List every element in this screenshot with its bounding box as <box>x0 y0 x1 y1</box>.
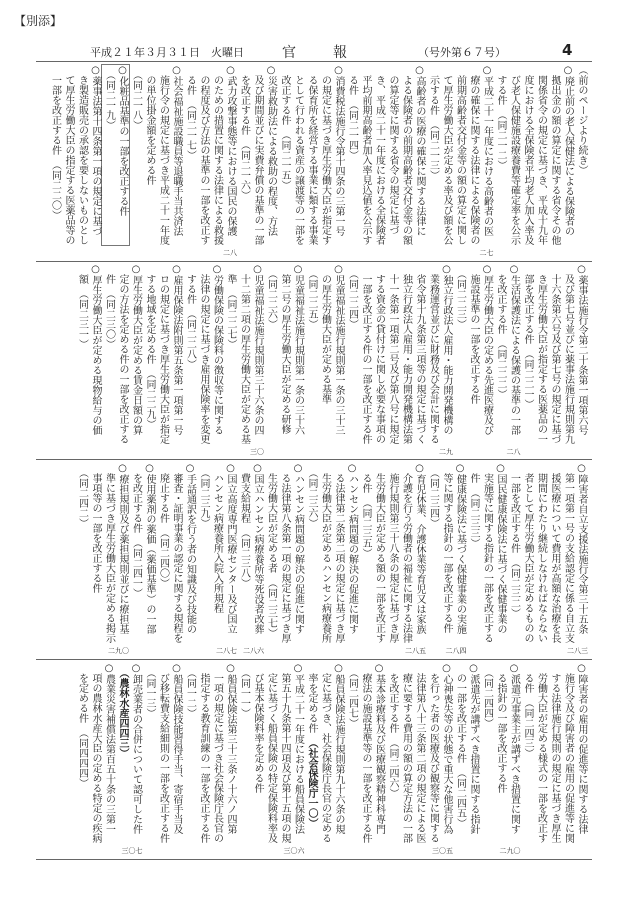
notice-item <box>143 663 184 843</box>
notice-number: （同二四三） <box>522 703 533 758</box>
issue-number: （号外第６７号） <box>418 46 506 59</box>
gazette-header <box>0 41 630 62</box>
page-marker: 三〇五 <box>432 847 453 855</box>
notice-number: （同二三四） <box>427 473 439 528</box>
attachment-label: 【別添】 <box>14 14 63 28</box>
notice-title: ○薬事法施行令第二十条第一項第六号及び第七号並びに薬事法施行規則第九十六条第六号及び第七号の規定に基づき厚生労働大臣が指定する医薬品の一部を改正する件 <box>522 264 587 444</box>
notice-item <box>102 264 143 444</box>
notice-item <box>75 663 116 843</box>
notice-item <box>156 463 197 643</box>
notice-number: （同二四一） <box>130 543 142 598</box>
notice-number: （同一一） <box>238 673 250 718</box>
notice-number: （同二四四） <box>481 673 493 728</box>
notice-title: ○雇用保険法附則第五条第一項第一号ロの規定に基づき厚生労働大臣が指定する地域を定める件 <box>144 264 182 444</box>
notice-number: （同二三二） <box>508 563 520 618</box>
page-marker: 二八 <box>223 249 237 257</box>
notice-number: （同二一二） <box>495 115 506 170</box>
notice-number: （同一三） <box>144 673 155 718</box>
notice-title: ○社会福祉施設職員等退職手当共済法施行令の規定に基づき平成二十一年度の単位掛金額を定める件 <box>144 65 182 245</box>
notice-title: ○労働保険の保険料の徴収等に関する法律の規定に基づき雇用保険率を変更する件 <box>184 264 223 444</box>
notice-title: ○療担規則及び薬担規則並びに療担基準に基づき厚生労働大臣が定める掲示事項等の一部を改正する件 <box>90 463 128 643</box>
notice-item <box>345 65 426 245</box>
notice-number: （同二二二） <box>495 344 506 399</box>
notice-item <box>507 463 588 655</box>
notice-item <box>102 65 129 245</box>
notice-item <box>426 463 467 655</box>
notice-item <box>494 65 575 245</box>
notice-title: ○消費税法施行令第十四条の三第一号の規定に基づき厚生労働大臣が指定する保育所を経営する事業に類する事業として行われる資産の譲渡等の一部を改正する件 <box>279 65 344 245</box>
notice-title: ○船員保険法第三十三条ノ十六ノ四第一項の規定に基づき社会保険庁長官の指定する教育訓練の一部を改正する件 <box>198 663 236 843</box>
notice-title: ○児童福祉法施行規則第三十六条の四十二第二項の厚生労働大臣が定める基準 <box>225 264 263 444</box>
notice-item <box>75 463 129 655</box>
notice-number: （同二二七） <box>225 294 236 349</box>
page-marker: 二八 <box>506 448 521 456</box>
notice-title: ○厚生労働大臣が定める賃金日額の算定の方法を定める件の一部を改正する件 <box>103 264 142 444</box>
header-rule <box>36 61 592 62</box>
notice-number: （同二四七） <box>346 673 358 728</box>
notice-number: （同二一五） <box>279 135 290 190</box>
notice-item <box>386 663 454 855</box>
page-marker: 二八三 <box>567 647 588 655</box>
notice-number: （農林水産四四三） <box>117 673 128 758</box>
notice-title: ○廃止前の老人保健法による保険者の拠出金の額の算定に関する省令その他関係省令の規定に基づき、平成十九年度における全保険者平均老人加入率及び老人保健施設療養費等確定率を公示する件 <box>495 65 574 245</box>
notice-item <box>197 463 238 655</box>
notice-number: （社会保険庁一〇） <box>306 743 317 828</box>
notice-title: ○障害者の雇用の促進等に関する法律施行令及び障害者の雇用の促進等に関する法律施行規則の規定に基づき厚生労働大臣が定める様式の一部を改正する件 <box>522 663 587 843</box>
notice-title: ○農業災害補償法第百五十条の三第一項の農林水産大臣の定める特定の疾病を定める件 <box>76 663 115 843</box>
notice-item <box>453 264 494 444</box>
notice-item <box>75 264 102 444</box>
notice-title: ○独立行政法人雇用・能力開発機構の業務運営並びに財務及び会計に関する省令第十九条第三項等の規定に基づく独立行政法人雇用・能力開発機構法第十一条第一項第二号及び第八号に規定する資金の貸付けに関し必要な事項の一部を改正する件の一部を改正する件 <box>360 264 452 444</box>
notice-number: （同二二〇） <box>49 165 61 220</box>
notice-item <box>426 65 494 257</box>
notice-number: （同二三一） <box>76 294 88 349</box>
notice-title: ○厚生労働大臣の定める先進医療及び施設基準の一部を改正する件 <box>468 264 493 435</box>
notice-number: （同二二一） <box>522 354 533 409</box>
notice-item <box>237 663 305 855</box>
notice-title: ○ハンセン病問題の解決の促進に関する法律第八条第一項の規定に基づき厚生労働大臣が定める者 <box>265 463 304 643</box>
notice-item <box>305 463 359 643</box>
notice-item <box>278 65 346 245</box>
notice-title: ○薬事法第十四条第一項の規定に基づき製造販売の承認を要しないものとして厚生労働大臣の指定する医薬品等の一部を改正する件 <box>49 65 101 245</box>
notice-title: ○児童福祉法施行規則第一条の三十三の厚生労働大臣が定める基準 <box>319 264 344 435</box>
page-marker: 二九〇 <box>499 847 521 855</box>
notice-number: （同四四四） <box>76 733 88 788</box>
notice-title: ○生活保護法による保護の基準の一部を改正する件 <box>495 264 520 435</box>
notice-number: （同二三三） <box>468 493 479 548</box>
notice-number: （同二一八） <box>130 75 142 130</box>
notice-number: （同二二九） <box>144 374 155 429</box>
page-marker: 二九 <box>439 448 453 456</box>
notice-number: （同二一六） <box>238 145 250 200</box>
notice-number: （同二四〇） <box>157 533 169 588</box>
notice-number: （同二三八） <box>238 533 250 588</box>
notice-item <box>183 264 224 444</box>
notice-title: ○児童福祉法施行規則第一条の三十六第二号の厚生労働大臣が定める研修 <box>279 264 304 435</box>
notice-item <box>453 663 480 843</box>
notice-item <box>359 463 427 655</box>
gazette-title-2: 報 <box>333 45 347 61</box>
band-rule <box>36 261 592 262</box>
notice-number: （同二四二） <box>76 473 88 528</box>
notice-title: ○平成二十一年度における高齢者の医療の確保に関する法律による保険者の前期高齢者交付金等の額の算定に関して厚生労働大臣が定める率及び額を公示する件 <box>427 65 493 245</box>
notice-item <box>305 663 346 843</box>
notice-title: ○基本診療料及び医療観察精神科専門療法の施設基準等の一部を改正する件 <box>360 663 385 843</box>
notice-number: （同二三九） <box>198 473 209 528</box>
notice-title: （前のページより続き） <box>576 65 587 175</box>
notice-title: ○高齢者の医療の確保に関する法律による保険者の前期高齢者交付金等の額の算定等に関する省令の規定に基づき、平成二十一年度における全保険者平均前期高齢者加入率見込値を公示する件 <box>346 65 425 245</box>
notice-number: （同二一九） <box>103 75 115 130</box>
notice-title: ○災害救助法による救助の程度、方法及び期間並びに実費弁償の基準の一部を改正する件 <box>238 65 277 245</box>
notice-title: ○心神喪失等の状態で重大な他害行為を行った者の医療及び観察等に関する法律第八十三条第二項の規定による医療に要する費用の額の算定方法の一部を改正する件 <box>387 663 452 843</box>
notice-title: ○国立ハンセン病療養所等死没者改葬費支給規程 <box>238 463 263 634</box>
notice-number: （同二三七） <box>265 583 277 638</box>
notice-item <box>183 663 237 843</box>
notice-number: （同二四五） <box>454 773 466 828</box>
notice-item <box>129 463 156 643</box>
notice-number: （同二二四） <box>346 274 358 329</box>
notice-title: ○武力攻撃事態等における国民の保護のための措置に関する法律による救援の程度及び方法の基準の一部を改正する件 <box>184 65 236 245</box>
notice-item <box>494 264 521 456</box>
notice-item <box>480 663 521 855</box>
notice-number: （同二二三） <box>454 274 466 329</box>
notice-title: ○手話通訳を行う者の知識及び技能の審査・証明事業の認定に関する規程を廃止する件 <box>157 463 196 643</box>
notice-title: ○卸売業者の合併について認可した件 <box>130 663 142 834</box>
band-rule <box>36 459 592 460</box>
notice-item <box>264 463 305 643</box>
notice-title: ○国民健康保険法に基づく保健事業の実施等に関する指針の一部を改正する件 <box>468 463 506 643</box>
notice-title: ○平成二十一年度における船員保険法第五十九条第十四項及び第十五項の規定に基づく船員保険の特定保険料率及び基本保険料率を定める件 <box>252 663 304 843</box>
notice-title: ○派遣元事業主が講ずべき措置に関する指針の一部を改正する件 <box>495 663 520 834</box>
page-number: 4 <box>562 41 573 59</box>
gazette-title-1: 官 <box>282 45 296 61</box>
page-marker: 三〇 <box>250 448 264 456</box>
page-marker: 二七 <box>479 249 494 257</box>
notice-item <box>129 65 183 245</box>
notice-number: （同二二六） <box>265 274 277 329</box>
notice-item <box>521 663 589 843</box>
notice-item <box>345 663 386 843</box>
page-marker: 二八四 <box>445 647 467 655</box>
band-3 <box>38 463 588 657</box>
notice-item <box>116 663 143 855</box>
notice-number: （同二一四） <box>346 105 358 160</box>
notice-title: ○船員保険法施行規則第九十六条の規定に基づき、社会保険庁長官の定める率を定める件 <box>306 663 344 843</box>
notice-title: ○育児休業、介護休業等育児又は家族介護を行う労働者の福祉に関する法律施行規則第三十八条の規定に基づき厚生労働大臣が定める額の一部を改正する件 <box>360 463 425 643</box>
band-4 <box>38 663 588 857</box>
continued-note <box>575 65 589 245</box>
notice-item <box>345 264 453 456</box>
band-1 <box>38 65 588 259</box>
page-marker: 二八七 <box>216 647 237 655</box>
notice-item <box>305 264 346 444</box>
page-marker: 二八五 <box>405 647 426 655</box>
notice-number: （同二一七） <box>184 105 196 160</box>
notice-item <box>143 264 184 444</box>
notice-title: ○使用薬剤の薬価（薬価基準）の一部を改正する件 <box>130 463 155 634</box>
notice-title: ○厚生労働大臣が定める現物給与の価額 <box>76 264 101 435</box>
notice-title: ○国立高度専門医療センター及び国立ハンセン病療養所入院入所規程 <box>211 463 236 634</box>
notice-number: （同二三五） <box>360 503 371 558</box>
page-marker: 二八六 <box>243 647 264 655</box>
page-marker: 三〇七 <box>121 847 143 855</box>
notice-number: （同二一三） <box>427 125 439 180</box>
notice-number: （同二三六） <box>306 473 317 528</box>
notice-title: ○健康保険法に基づく保健事業の実施等に関する指針の一部を改正する件 <box>441 463 466 634</box>
notice-title: ○化粧品基準の一部を改正する件 <box>117 65 128 216</box>
notice-item <box>467 463 508 643</box>
notice-number: （同一二） <box>184 673 196 718</box>
notice-number: （同二二八） <box>184 314 196 369</box>
notice-title: ○障害者自立支援法施行令第三十五条第一項第一号の支給認定に係る自立支援医療について費用が高額な治療を長期間にわたり継続しなければならない者として厚生労働大臣が定めるものの一部を改正する件 <box>508 463 587 643</box>
notice-item <box>183 65 237 257</box>
notice-number: （同二二五） <box>306 274 317 329</box>
notice-item <box>521 264 589 444</box>
notice-item <box>224 264 265 456</box>
notice-item <box>237 65 278 245</box>
notice-number: （同二三〇） <box>103 294 115 349</box>
notice-title: ○派遣先が講ずべき措置に関する指針の一部を改正する件 <box>454 663 479 834</box>
issue-date: 平成２１年３月３１日 火曜日 <box>90 46 244 59</box>
notice-number: （同二四六） <box>387 743 398 798</box>
notice-item <box>48 65 102 245</box>
band-2 <box>38 264 588 458</box>
page-marker: 二九〇 <box>108 647 129 655</box>
band-rule <box>36 859 592 860</box>
page-marker: 三〇六 <box>283 847 305 855</box>
notice-title: ○ハンセン病問題の解決の促進に関する法律第二条第二項の規定に基づき厚生労働大臣が定めるハンセン病療養所 <box>319 463 358 643</box>
notice-item <box>264 264 305 444</box>
notice-title: ○船員保険技能習得手当、寄宿手当及び移転費支給細則の一部を改正する件 <box>157 663 182 843</box>
notice-item <box>237 463 264 655</box>
band-rule <box>36 659 592 660</box>
